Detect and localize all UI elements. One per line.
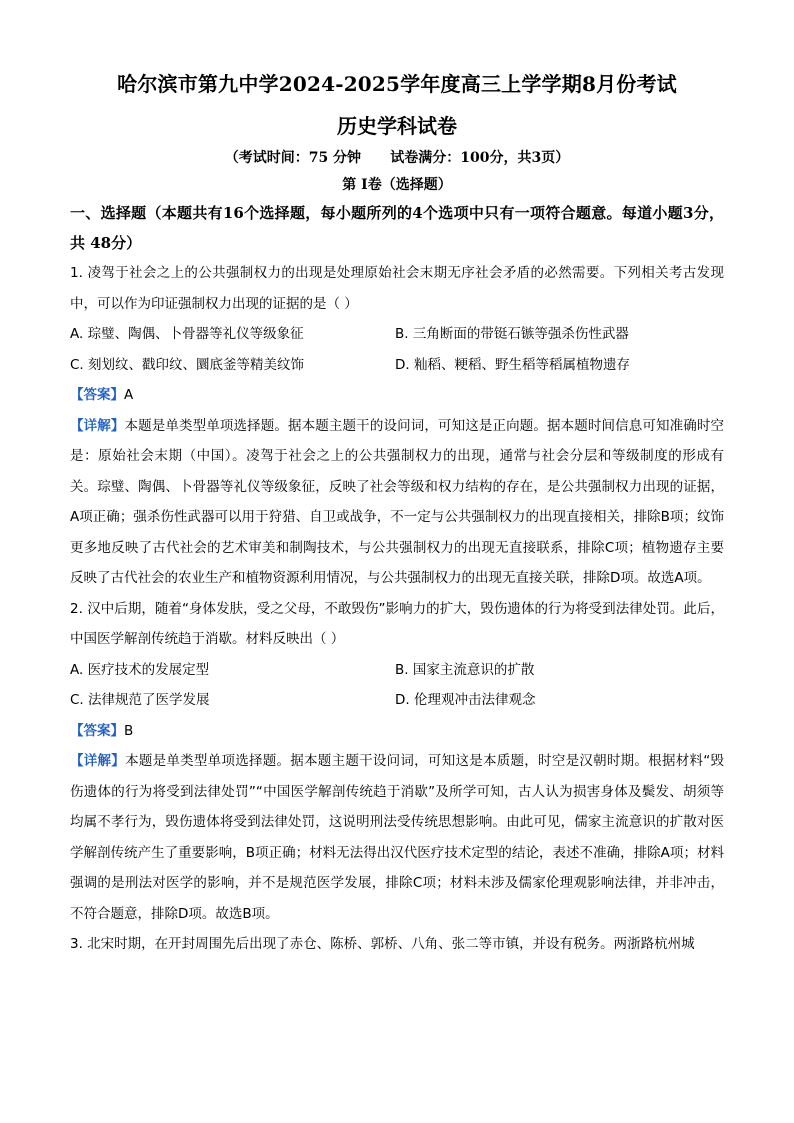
question-2-options	[70, 655, 724, 716]
question-2-option-d: D. 伦理观冲击法律观念	[395, 692, 536, 708]
question-2-detail	[70, 746, 724, 929]
section-heading: 一、选择题（本题共有16个选择题，每小题所列的4个选项中只有一项符合题意。每道小题3分，共 48分）	[70, 204, 724, 252]
question-2-answer	[70, 716, 724, 747]
answer-tag: 【答案】	[70, 722, 124, 739]
question-1-stem: 1. 凌驾于社会之上的公共强制权力的出现是处理原始社会末期无序社会矛盾的必然需要。下列相关考古发现中，可以作为印证强制权力出现的证据的是（ ）	[70, 265, 724, 312]
question-1-option-c: C. 刻划纹、戳印纹、圜底釜等精美纹饰	[70, 356, 305, 373]
question-1-options	[70, 319, 724, 380]
question-1-option-b: B. 三角断面的带铤石镞等强杀伤性武器	[395, 326, 629, 342]
question-1-option-d: D. 籼稻、粳稻、野生稻等稻属植物遗存	[395, 356, 630, 373]
answer-value: A	[124, 387, 134, 403]
answer-value: B	[124, 722, 134, 739]
detail-tag: 【详解】	[70, 417, 125, 434]
question-2-option-a: A. 医疗技术的发展定型	[70, 661, 210, 678]
detail-text: 本题是单类型单项选择题。据本题主题干的设问词，可知这是正向题。据本题时间信息可知准确时空是：原始社会末期（中国）。凌驾于社会之上的公共强制权力的出现，通常与社会分层和等级制度的形成有关。琮璧、陶偶、卜骨器等礼仪等级象征，反映了社会等级和权力结构的存在，是公共强制权力出现的证据，A项正确；强杀伤性武器可以用于狩猎、自卫或战争，不一定与公共强制权力的出现直接相关，排除B项；纹饰更多地反映了古代社会的艺术审美和制陶技术，与公共强制权力的出现无直接联系，排除C项；植物遗存主要反映了古代社会的农业生产和植物资源利用情况，与公共强制权力的出现无直接关联，排除D项。故选A项。	[70, 417, 725, 586]
question-1-option-a: A. 琮璧、陶偶、卜骨器等礼仪等级象征	[70, 326, 304, 342]
question-1-detail	[70, 411, 724, 594]
volume-label: 第 Ⅰ卷（选择题）	[342, 177, 452, 193]
detail-tag: 【详解】	[70, 753, 126, 769]
question-2-option-b: B. 国家主流意识的扩散	[395, 661, 535, 678]
exam-title: 哈尔滨市第九中学2024-2025学年度高三上学学期8月份考试	[117, 72, 677, 96]
question-3-stem: 3. 北宋时期，在开封周围先后出现了赤仓、陈桥、郭桥、八角、张二等市镇，并设有税务。两浙路杭州城	[70, 936, 695, 952]
exam-subtitle: 历史学科试卷	[337, 114, 457, 138]
question-2-option-c: C. 法律规范了医学发展	[70, 692, 210, 708]
exam-meta: （考试时间：75 分钟 试卷满分：100分，共3页）	[224, 150, 570, 166]
question-1-answer	[70, 380, 724, 411]
answer-tag: 【答案】	[70, 387, 124, 403]
detail-text: 本题是单类型单项选择题。据本题主题干设问词，可知这是本质题，时空是汉朝时期。根据材料“毁伤遗体的行为将受到法律处罚”“中国医学解剖传统趋于消歇”及所学可知，古人认为损害身体及鬓发、胡须等均属不孝行为，毁伤遗体将受到法律处罚，这说明刑法受传统思想影响。由此可见，儒家主流意识的扩散对医学解剖传统产生了重要影响，B项正确；材料无法得出汉代医疗技术定型的结论，表述不准确，排除A项；材料强调的是刑法对医学的影响，并不是规范医学发展，排除C项；材料未涉及儒家伦理观影响法律，并非冲击，不符合题意，排除D项。故选B项。	[70, 753, 725, 922]
question-2-stem: 2. 汉中后期，随着“身体发肤，受之父母，不敢毁伤”影响力的扩大，毁伤遗体的行为将受到法律处罚。此后，中国医学解剖传统趋于消歇。材料反映出（ ）	[70, 600, 724, 647]
